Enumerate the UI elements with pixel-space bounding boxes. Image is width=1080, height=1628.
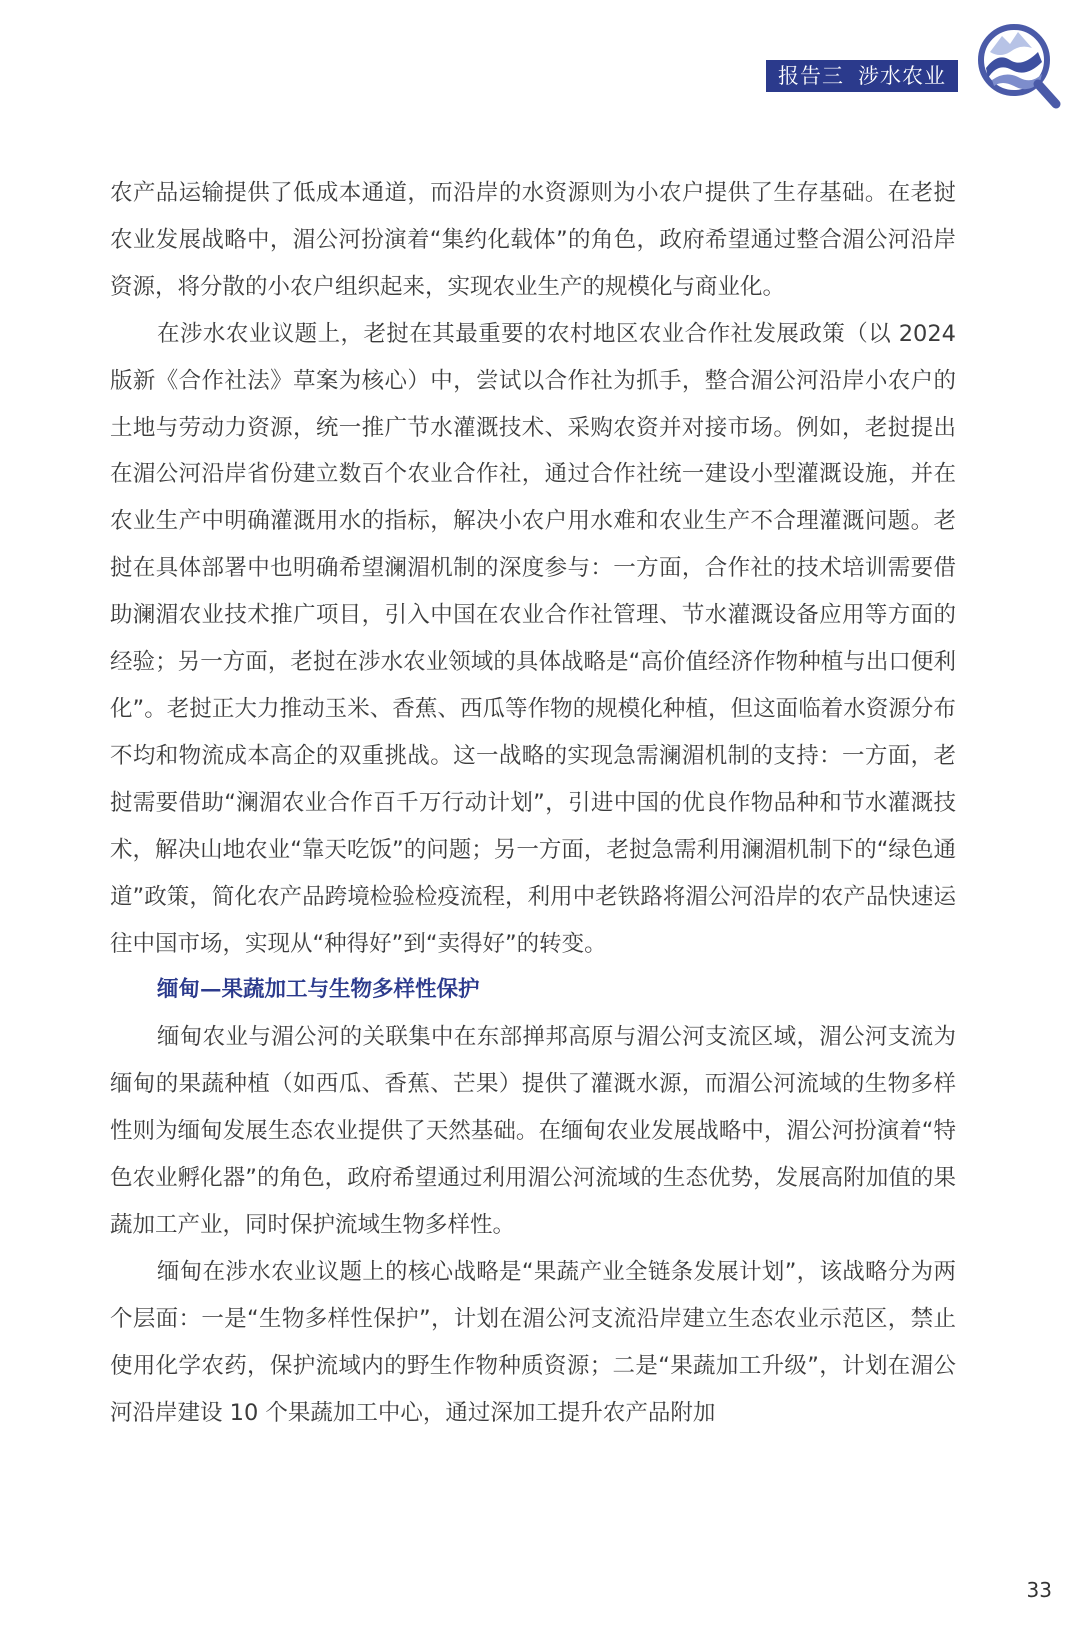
paragraph-laos-strategy: 在涉水农业议题上，老挝在其最重要的农村地区农业合作社发展政策（以 2024 版新《合作社法》草案为核心）中，尝试以合作社为抓手，整合湄公河沿岸小农户的土地与劳动力资源，统一推广节水灌溉技术、采购农资并对接市场。例如，老挝提出在湄公河沿岸省份建立数百个农业合作社，通过合作社统一建设小型灌溉设施，并在农业生产中明确灌溉用水的指标，解决小农户用水难和农业生产不合理灌溉问题。老挝在具体部署中也明确希望澜湄机制的深度参与：一方面，合作社的技术培训需要借助澜湄农业技术推广项目，引入中国在农业合作社管理、节水灌溉设备应用等方面的经验；另一方面，老挝在涉水农业领域的具体战略是“高价值经济作物种植与出口便利化”。老挝正大力推动玉米、香蕉、西瓜等作物的规模化种植，但这面临着水资源分布不均和物流成本高企的双重挑战。这一战略的实现急需澜湄机制的支持：一方面，老挝需要借助“澜湄农业合作百千万行动计划”，引进中国的优良作物品种和节水灌溉技术，解决山地农业“靠天吃饭”的问题；另一方面，老挝急需利用澜湄机制下的“绿色通道”政策，简化农产品跨境检验检疫流程，利用中老铁路将湄公河沿岸的农产品快速运往中国市场，实现从“种得好”到“卖得好”的转变。	[110, 320, 956, 957]
report-logo-icon	[976, 22, 1062, 112]
report-section-tag	[766, 60, 958, 92]
article-body	[110, 170, 956, 1436]
section-title-label: 涉水农业	[858, 64, 946, 88]
report-number-label: 报告三	[778, 64, 844, 88]
section-heading-myanmar: 缅甸—果蔬加工与生物多样性保护	[157, 977, 480, 1003]
page-number: 33	[1026, 1578, 1052, 1602]
paragraph-laos-intro: 农产品运输提供了低成本通道，而沿岸的水资源则为小农户提供了生存基础。在老挝农业发展战略中，湄公河扮演着“集约化载体”的角色，政府希望通过整合湄公河沿岸资源，将分散的小农户组织起来，实现农业生产的规模化与商业化。	[110, 180, 956, 300]
paragraph-myanmar-strategy: 缅甸在涉水农业议题上的核心战略是“果蔬产业全链条发展计划”，该战略分为两个层面：一是“生物多样性保护”，计划在湄公河支流沿岸建立生态农业示范区，禁止使用化学农药，保护流域内的野生作物种质资源；二是“果蔬加工升级”，计划在湄公河沿岸建设 10 个果蔬加工中心，通过深加工提升农产品附加	[110, 1258, 956, 1426]
paragraph-myanmar-intro: 缅甸农业与湄公河的关联集中在东部掸邦高原与湄公河支流区域，湄公河支流为缅甸的果蔬种植（如西瓜、香蕉、芒果）提供了灌溉水源，而湄公河流域的生物多样性则为缅甸发展生态农业提供了天然基础。在缅甸农业发展战略中，湄公河扮演着“特色农业孵化器”的角色，政府希望通过利用湄公河流域的生态优势，发展高附加值的果蔬加工产业，同时保护流域生物多样性。	[110, 1024, 956, 1238]
